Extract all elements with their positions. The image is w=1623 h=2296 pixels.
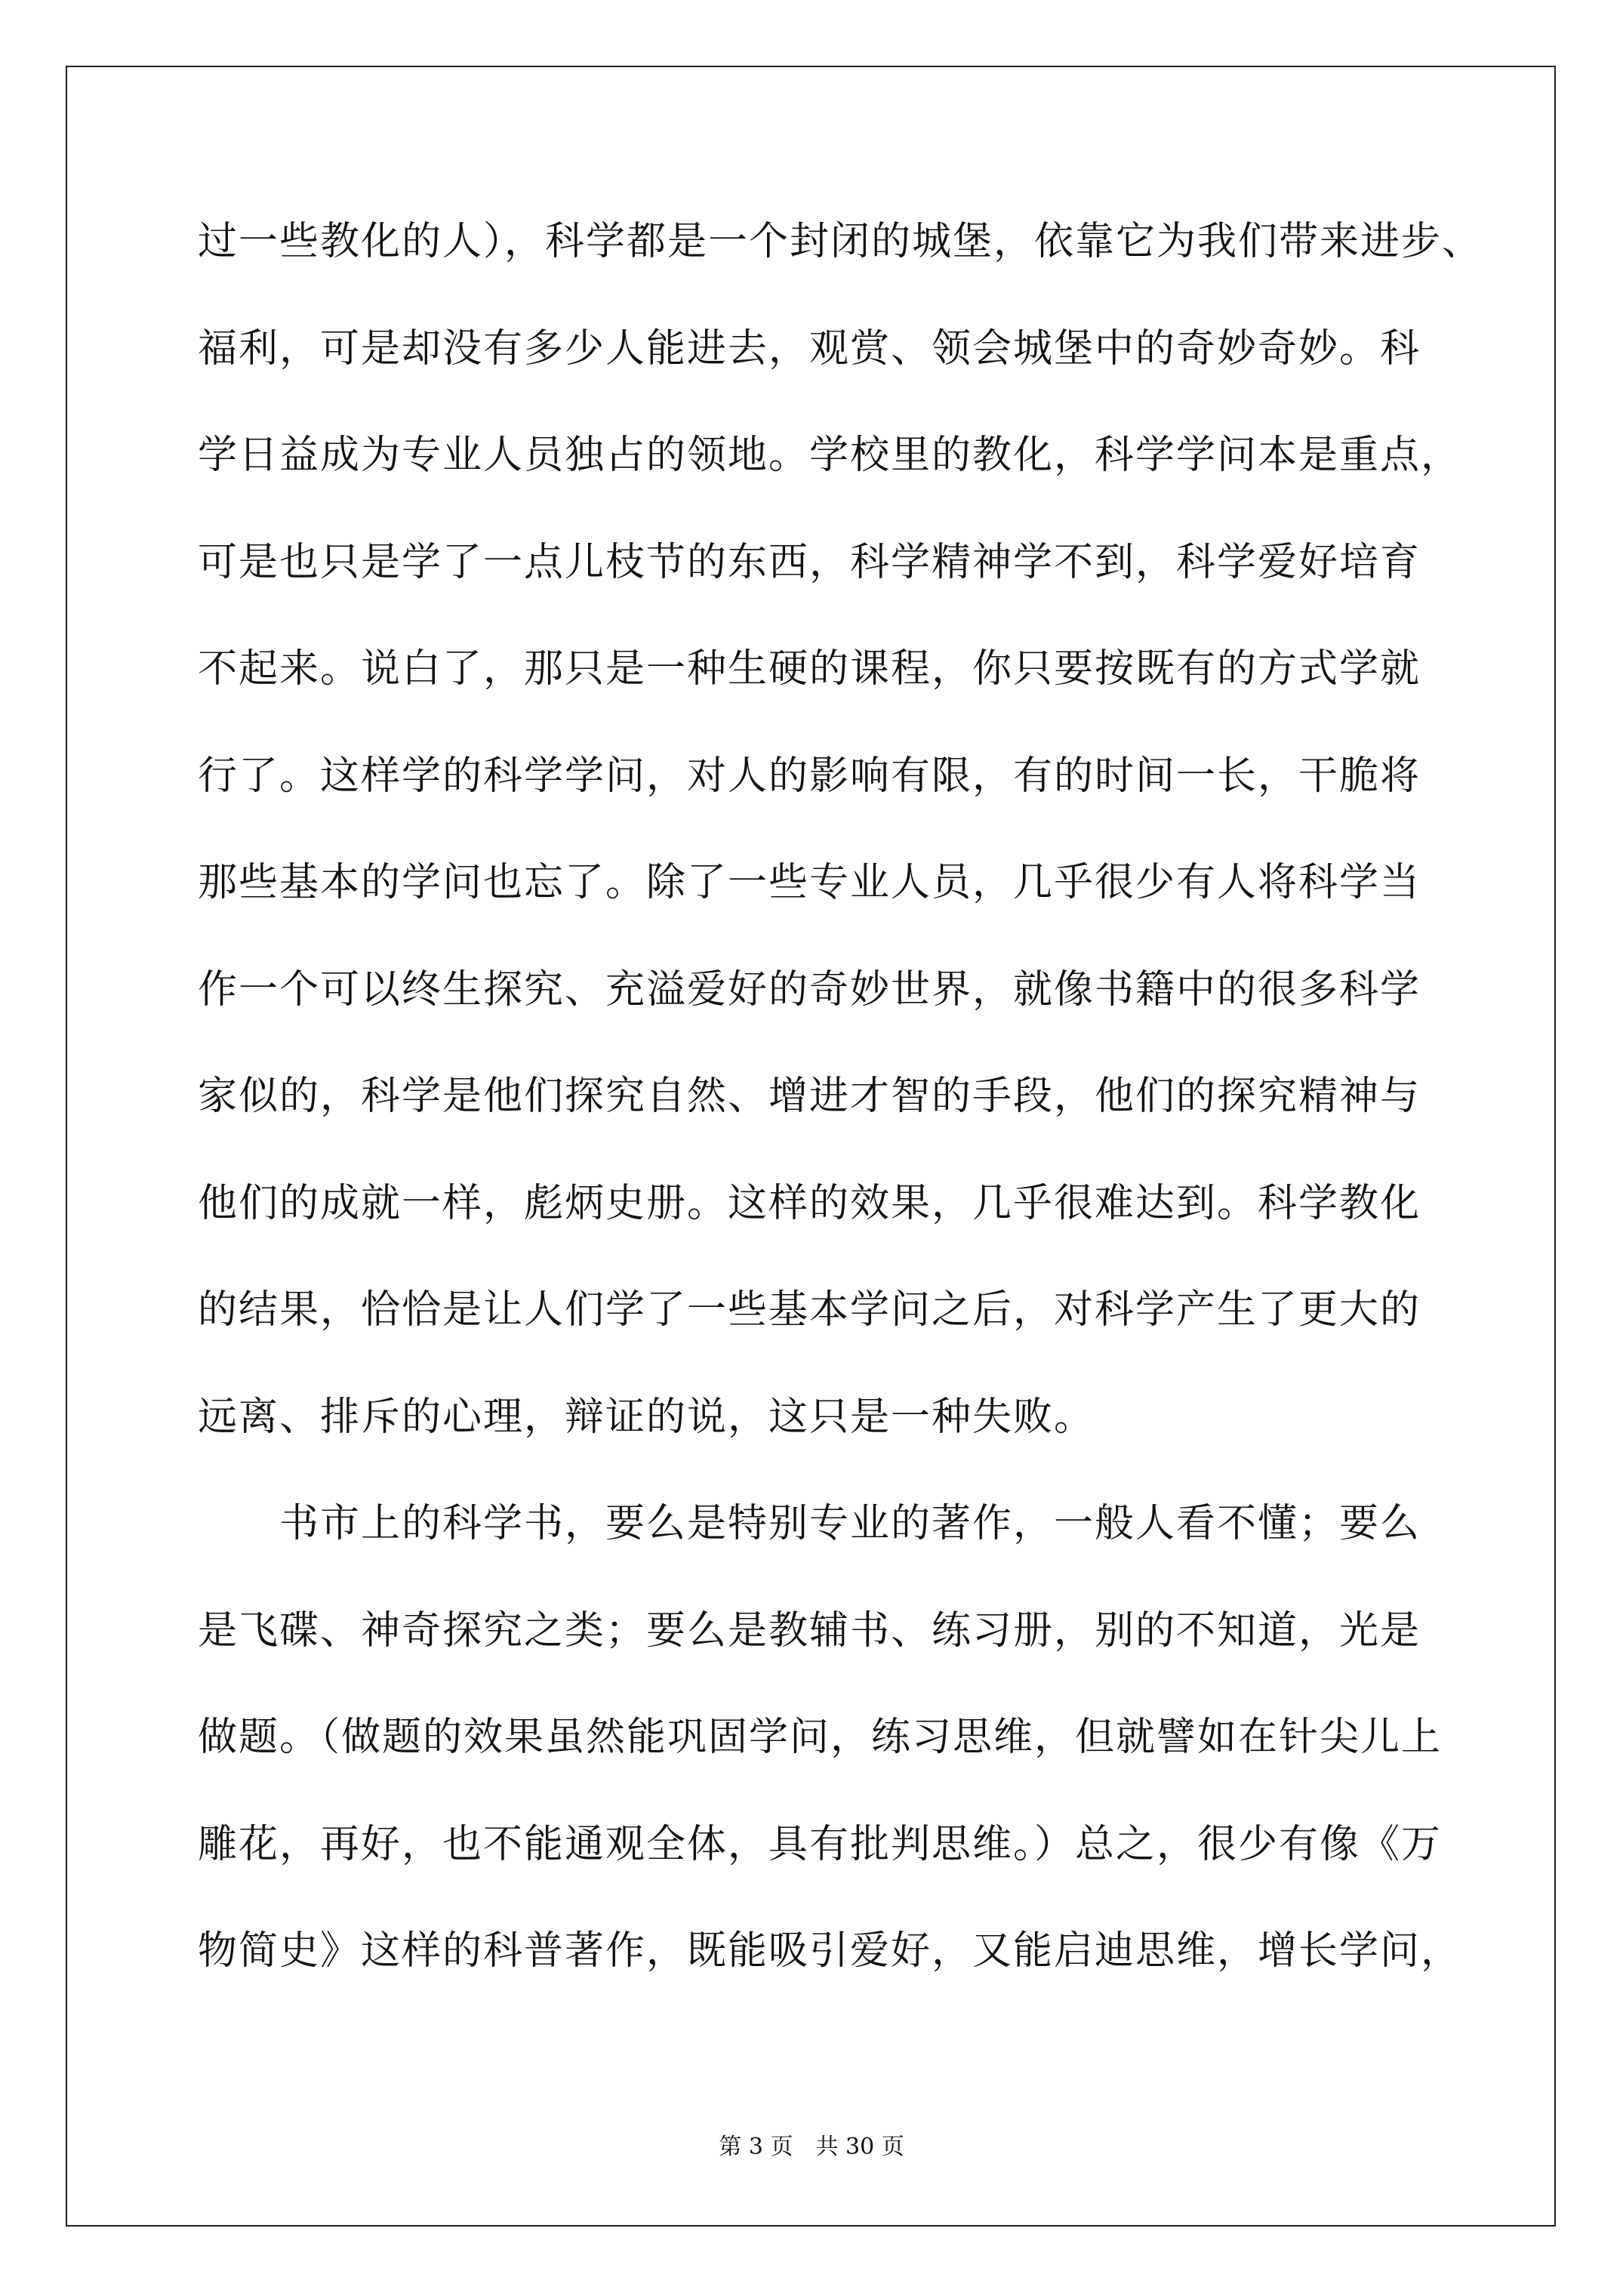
text-line: 书市上的科学书，要么是特别专业的著作，一般人看不懂；要么	[198, 1501, 1421, 1546]
text-line: 他们的成就一样，彪炳史册。这样的效果，几乎很难达到。科学教化	[198, 1180, 1421, 1226]
text-line: 不起来。说白了，那只是一种生硬的课程，你只要按既有的方式学就	[198, 646, 1421, 692]
text-line: 雕花，再好，也不能通观全体，具有批判思维。）总之，很少有像《万	[198, 1821, 1443, 1867]
text-line: 的结果，恰恰是让人们学了一些基本学问之后，对科学产生了更大的	[198, 1287, 1421, 1333]
text-line: 可是也只是学了一点儿枝节的东西，科学精神学不到，科学爱好培育	[198, 539, 1421, 585]
text-line: 家似的，科学是他们探究自然、增进才智的手段，他们的探究精神与	[198, 1074, 1421, 1119]
text-line: 是飞碟、神奇探究之类；要么是教辅书、练习册，别的不知道，光是	[198, 1607, 1421, 1653]
text-line: 远离、排斥的心理，辩证的说，这只是一种失败。	[198, 1394, 1095, 1440]
text-line: 物简史》这样的科普著作，既能吸引爱好，又能启迪思维，增长学问，	[198, 1928, 1462, 1974]
text-line: 做题。（做题的效果虽然能巩固学问，练习思维，但就譬如在针尖儿上	[198, 1715, 1443, 1760]
page-number: 第 3 页 共 30 页	[719, 2134, 904, 2160]
text-line: 作一个可以终生探究、充溢爱好的奇妙世界，就像书籍中的很多科学	[198, 966, 1421, 1012]
text-line: 福利，可是却没有多少人能进去，观赏、领会城堡中的奇妙奇妙。科	[198, 325, 1421, 371]
body-text	[198, 215, 1483, 2032]
text-line: 行了。这样学的科学学问，对人的影响有限，有的时间一长，干脆将	[198, 753, 1421, 799]
text-line: 那些基本的学问也忘了。除了一些专业人员，几乎很少有人将科学当	[198, 860, 1421, 905]
text-line: 过一些教化的人），科学都是一个封闭的城堡，依靠它为我们带来进步、	[198, 219, 1483, 264]
text-line: 学日益成为专业人员独占的领地。学校里的教化，科学学问本是重点，	[198, 433, 1462, 478]
